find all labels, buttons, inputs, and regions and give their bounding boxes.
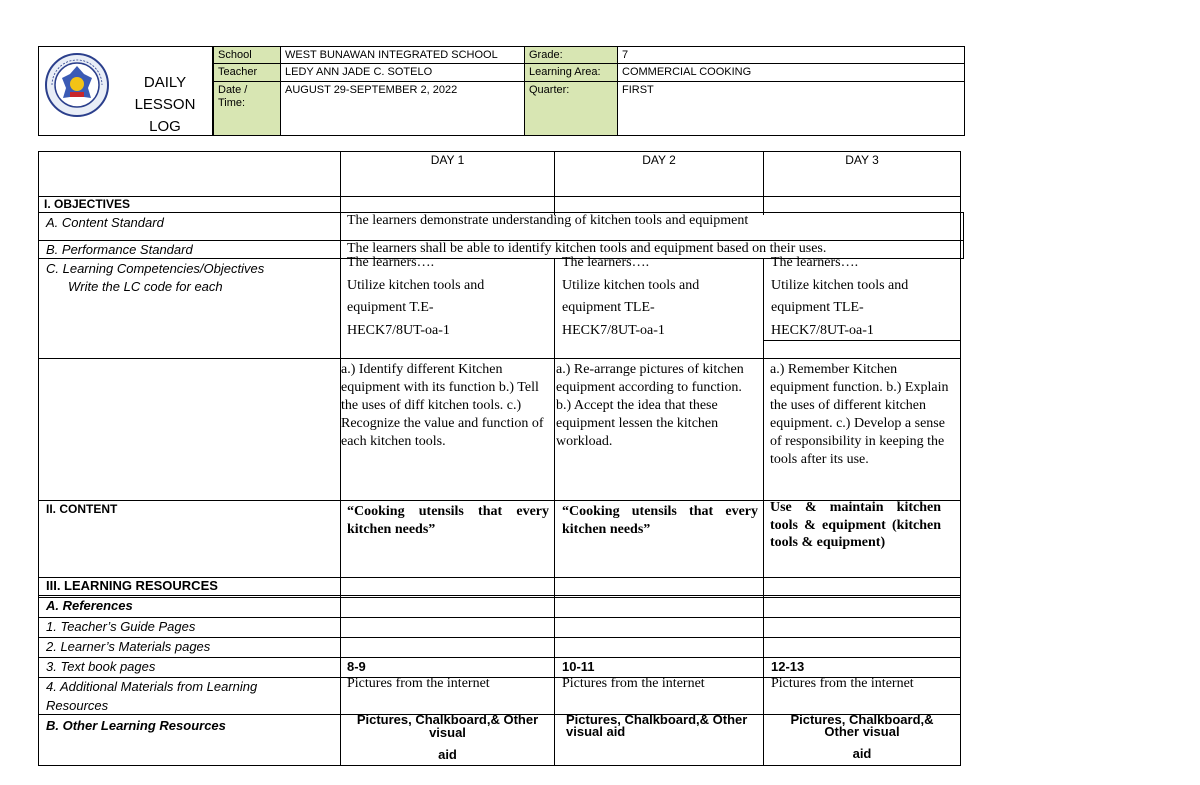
additional-materials-day-3: Pictures from the internet — [771, 676, 914, 691]
other-resources-line: visual aid — [566, 724, 626, 739]
grid-line — [38, 657, 961, 658]
competencies-label: C. Learning Competencies/Objectives — [46, 261, 265, 276]
resources-heading: III. LEARNING RESOURCES — [46, 578, 218, 593]
competency-line: equipment T.E- — [347, 300, 434, 315]
competency-line: Utilize kitchen tools and — [771, 277, 909, 293]
additional-materials-day-1: Pictures from the internet — [347, 676, 490, 691]
competency-day-3 — [771, 252, 959, 342]
content-standard-text: The learners demonstrate understanding of kitchen tools and equipment — [347, 213, 749, 228]
competency-line: Utilize kitchen tools and — [562, 277, 700, 293]
grid-line — [38, 358, 961, 359]
other-resources-line: visual — [429, 725, 466, 740]
content-standard-label: A. Content Standard — [46, 215, 164, 230]
competency-line: The learners…. — [771, 255, 859, 270]
performance-standard-text: The learners shall be able to identify kitchen tools and equipment based on their uses. — [347, 241, 827, 256]
competency-line: The learners…. — [562, 255, 650, 270]
content-day-2: “Cooking utensils that every kitchen needs” — [562, 504, 758, 537]
other-resources-label: B. Other Learning Resources — [46, 718, 226, 733]
objectives-heading: I. OBJECTIVES — [44, 197, 131, 211]
competency-line: HECK7/8UT-oa-1 — [771, 322, 874, 338]
textbook-day-3: 12-13 — [771, 659, 805, 674]
other-resources-line: Pictures, Chalkboard,& — [790, 712, 934, 727]
page-title — [120, 72, 210, 138]
textbook-day-2: 10-11 — [562, 659, 595, 674]
competency-line: equipment TLE- — [771, 300, 864, 315]
title-line-1: DAILY — [143, 74, 187, 91]
competency-line: HECK7/8UT-oa-1 — [562, 322, 665, 338]
grid-line — [38, 617, 961, 618]
additional-materials-day-2: Pictures from the internet — [562, 676, 705, 691]
grid-line — [38, 597, 961, 598]
grid-line — [554, 258, 555, 765]
learning-area-value: COMMERCIAL COOKING — [617, 63, 965, 82]
grid-line — [38, 196, 961, 197]
other-resources-day-2 — [566, 714, 756, 738]
other-resources-day-3 — [764, 714, 960, 760]
specific-objectives-day-2: a.) Re-arrange pictures of kitchen equipment according to function. b.) Accept the idea that these equipment lessen the kitchen workload. — [556, 362, 744, 449]
specific-objectives-day-3: a.) Remember Kitchen equipment function. b.) Explain the uses of different kitchen equipment. c.) Develop a sense of responsibility in keeping the tools after its use. — [770, 362, 949, 467]
other-resources-line: aid — [852, 746, 872, 761]
other-resources-day-1 — [341, 714, 554, 761]
school-value: WEST BUNAWAN INTEGRATED SCHOOL — [280, 46, 525, 64]
day-3-header: DAY 3 — [845, 153, 879, 167]
grid-line — [340, 151, 341, 765]
quarter-value: FIRST — [617, 81, 965, 136]
lc-code-label: Write the LC code for each — [68, 279, 223, 294]
grade-value: 7 — [617, 46, 965, 64]
additional-materials-label-2: Resources — [46, 698, 109, 713]
date-label-line-1: Date / — [218, 84, 248, 96]
teachers-guide-label: 1. Teacher’s Guide Pages — [46, 619, 196, 634]
other-resources-line: Pictures, Chalkboard,& Other — [566, 712, 748, 727]
other-resources-line: Pictures, Chalkboard,& Other — [356, 712, 539, 727]
competency-line: equipment TLE- — [562, 300, 655, 315]
day-2-header: DAY 2 — [642, 153, 676, 167]
competency-day-2 — [562, 252, 760, 342]
content-heading: II. CONTENT — [46, 502, 118, 516]
competency-line: The learners…. — [347, 255, 435, 270]
teacher-label: Teacher — [213, 63, 281, 82]
learners-materials-label: 2. Learner’s Materials pages — [46, 639, 211, 654]
additional-materials-label: 4. Additional Materials from Learning — [46, 679, 258, 694]
grid-line — [960, 151, 961, 765]
textbook-label: 3. Text book pages — [46, 659, 156, 674]
other-resources-line: aid — [438, 747, 457, 762]
textbook-day-1: 8-9 — [347, 659, 366, 674]
content-day-3: Use & maintain kitchen tools & equipment (kitchen tools & equipment) — [770, 500, 941, 550]
grid-line — [38, 637, 961, 638]
day-1-header: DAY 1 — [430, 153, 465, 167]
title-line-2: LESSON — [134, 96, 196, 113]
grid-line — [38, 151, 39, 765]
competency-line: Utilize kitchen tools and — [347, 277, 485, 293]
grid-line — [38, 595, 961, 596]
content-day-1: “Cooking utensils that every kitchen needs” — [347, 504, 549, 537]
teacher-value: LEDY ANN JADE C. SOTELO — [280, 63, 525, 82]
learning-area-label: Learning Area: — [524, 63, 618, 82]
specific-objectives-day-1: a.) Identify different Kitchen equipment with its function b.) Tell the uses of diff kitchen tools. c.) Recognize the value and function of each kitchen tools. — [341, 362, 544, 449]
performance-standard-label: B. Performance Standard — [46, 242, 193, 257]
deped-seal-logo — [44, 52, 110, 118]
date-value: AUGUST 29-SEPTEMBER 2, 2022 — [280, 81, 525, 136]
other-resources-line: Other visual — [824, 724, 900, 739]
date-time-label — [213, 81, 281, 136]
grid-line — [38, 151, 961, 152]
date-label-line-2: Time: — [218, 97, 246, 109]
competency-day-1 — [347, 252, 552, 342]
grade-label: Grade: — [524, 46, 618, 64]
title-line-3: LOG — [149, 118, 181, 135]
grid-line — [963, 213, 964, 258]
competency-line: HECK7/8UT-oa-1 — [347, 322, 450, 338]
grid-line — [763, 258, 764, 765]
school-label: School — [213, 46, 281, 64]
references-label: A. References — [46, 598, 133, 613]
grid-line — [38, 765, 961, 766]
quarter-label: Quarter: — [524, 81, 618, 136]
